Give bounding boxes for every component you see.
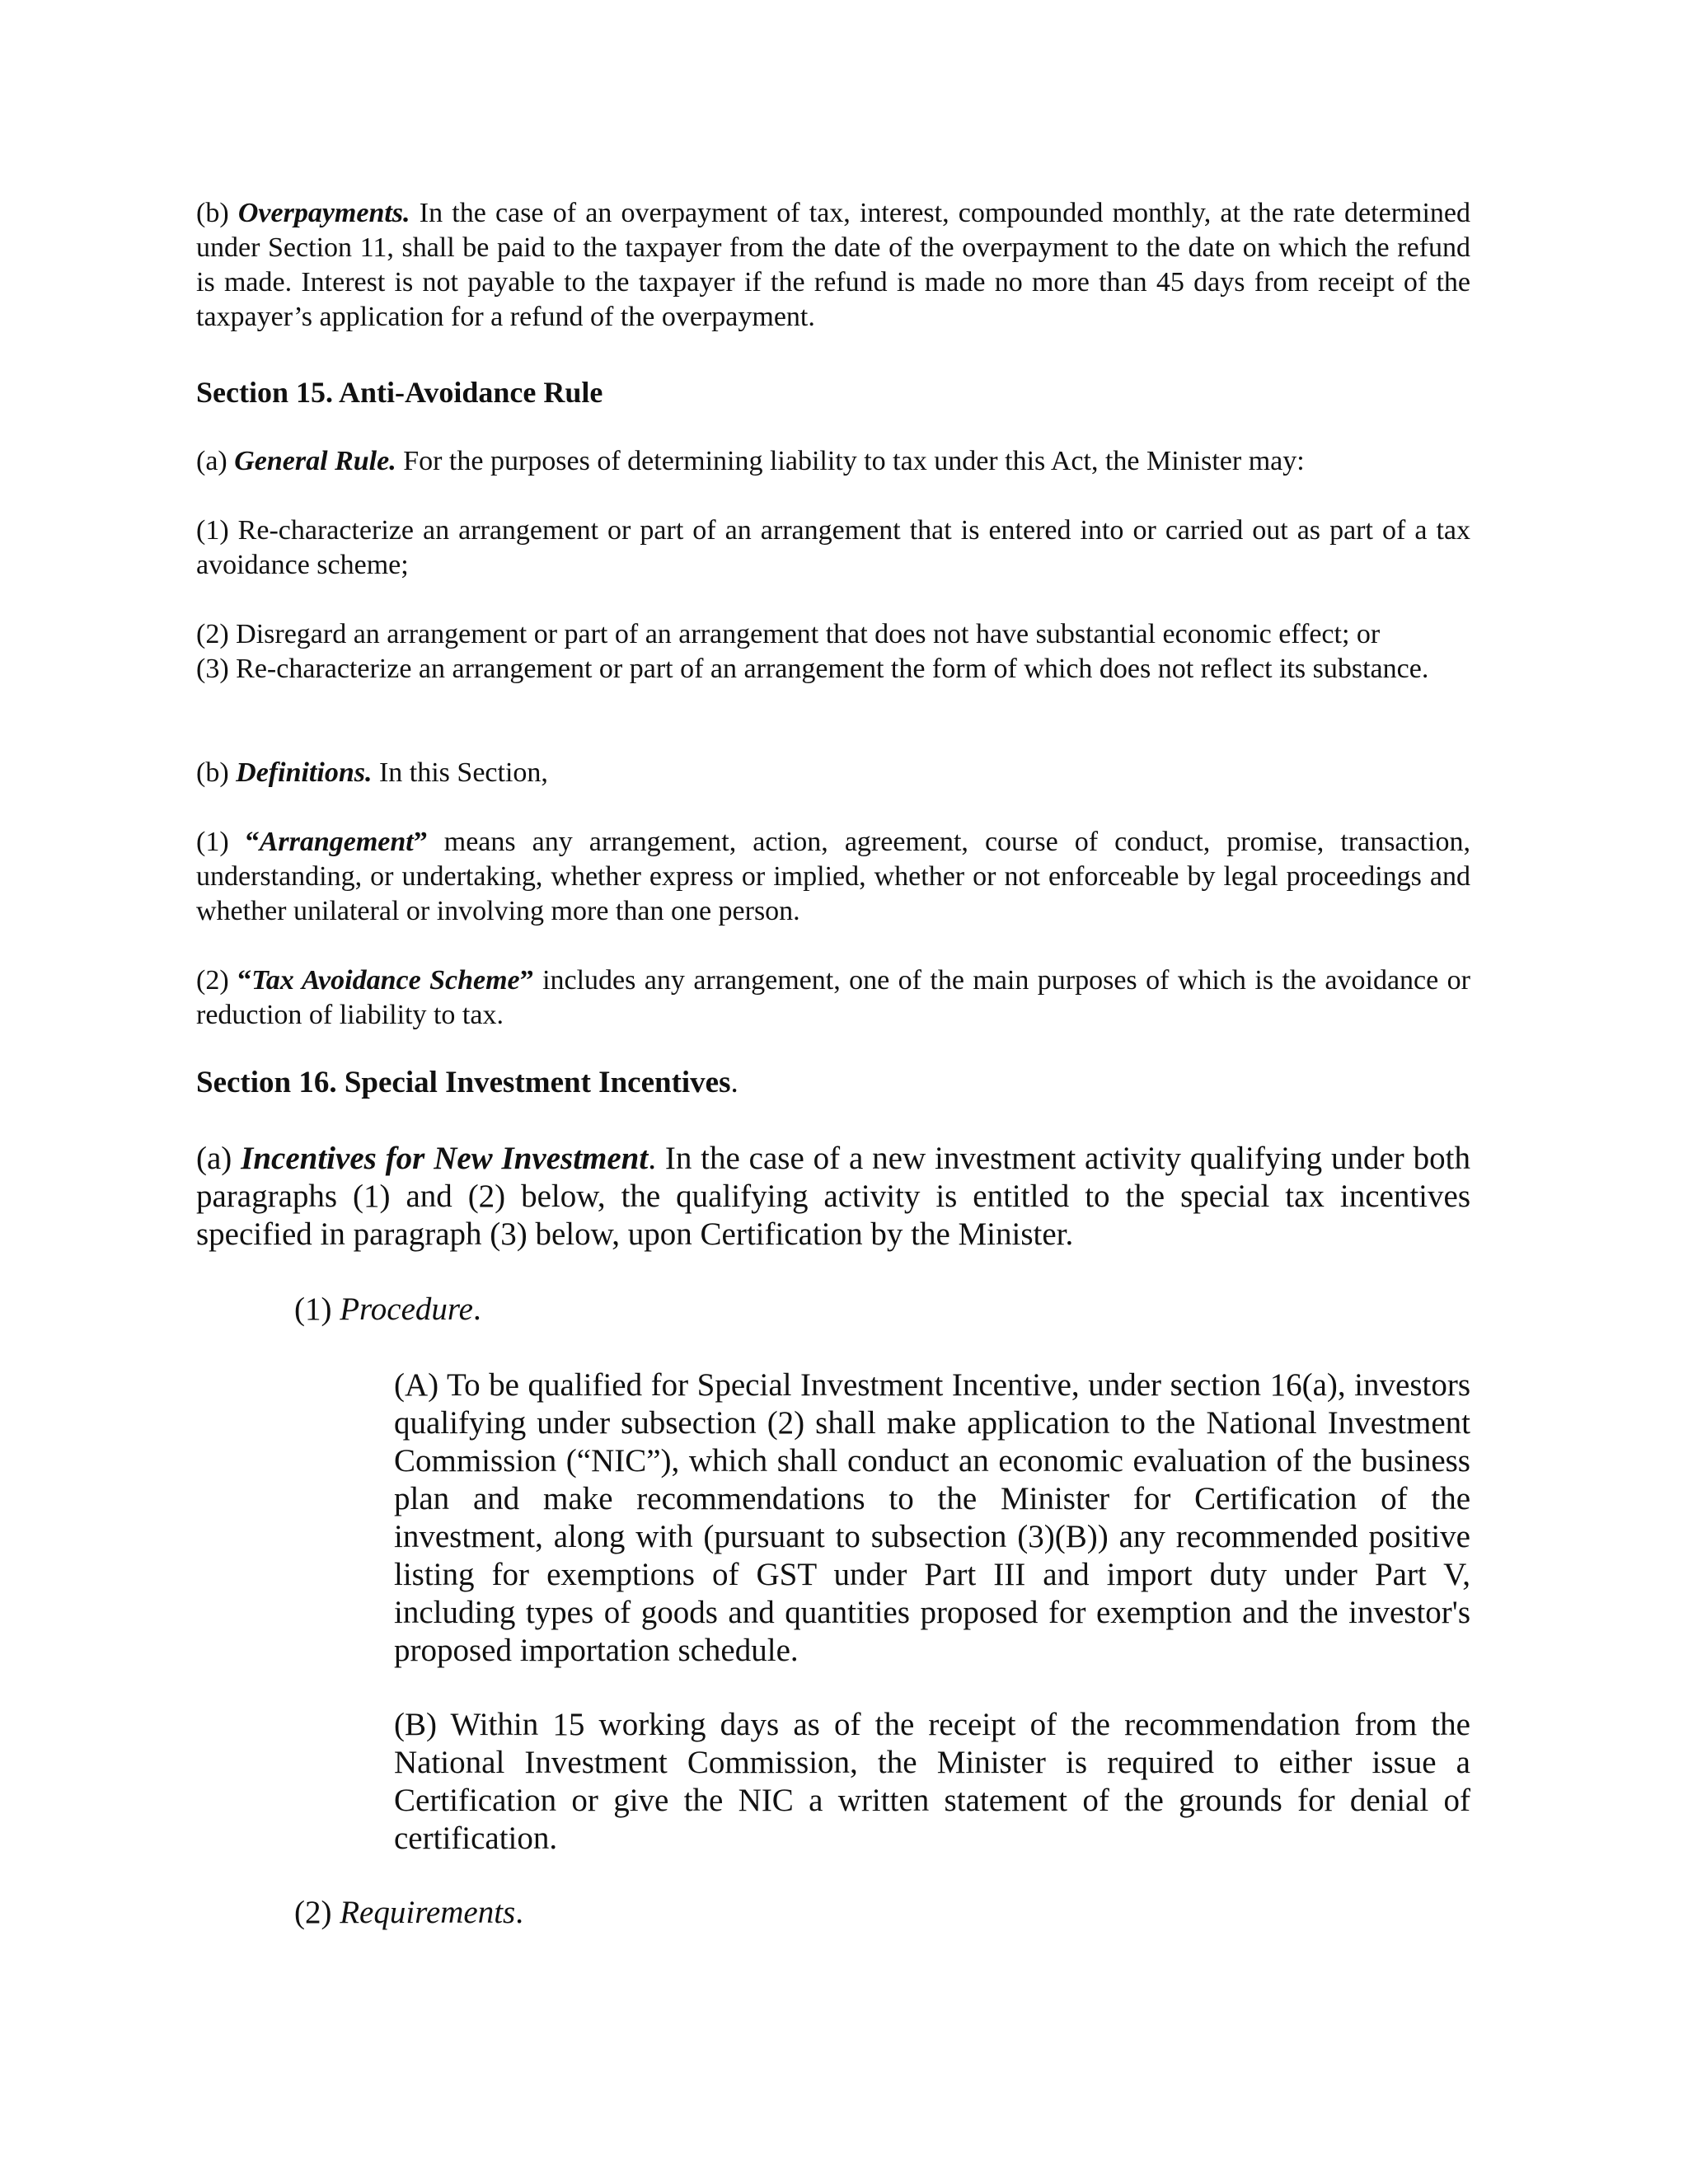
definition-1-open-quote: “ (245, 827, 260, 857)
requirements-suffix: . (515, 1895, 523, 1930)
definition-arrangement (196, 825, 1470, 929)
general-rule-text: For the purposes of determining liability to tax under this Act, the Minister may: (396, 446, 1305, 476)
definitions-text: In this Section, (372, 757, 548, 788)
overpayments-paragraph (196, 196, 1470, 335)
definition-2-open-quote: “ (237, 965, 252, 996)
procedure-heading (294, 1291, 1470, 1329)
requirements-label: Requirements (340, 1895, 516, 1930)
incentives-prefix: (a) (196, 1141, 241, 1176)
section-16-heading-text: Section 16. Special Investment Incentives (196, 1066, 731, 1099)
section-15-item-2: (2) Disregard an arrangement or part of an arrangement that does not have substantial economic effect; or (196, 619, 1381, 649)
incentives-text: . In the case of a new investment activity qualifying under both paragraphs (1) and (2) below, the qualifying activity is entitled to the special tax incentives specified in paragraph (3) below, upon Certification by the Minister. (196, 1141, 1470, 1252)
procedure-suffix: . (472, 1291, 481, 1327)
requirements-prefix: (2) (294, 1895, 340, 1930)
overpayments-text: In the case of an overpayment of tax, interest, compounded monthly, at the rate determined under Section 11, shall be paid to the taxpayer from the date of the overpayment to the date on which the refund is made. Interest is not payable to the taxpayer if the refund is made no more than 45 days from receipt of the taxpayer’s application for a refund of the overpayment. (196, 198, 1470, 332)
procedure-paragraph-b: (B) Within 15 working days as of the receipt of the recommendation from the National Investment Commission, the Minister is required to either issue a Certification or give the NIC a written statement of the grounds for denial of certification. (394, 1707, 1470, 1856)
definitions-term: Definitions. (236, 757, 373, 788)
overpayments-prefix: (b) (196, 198, 238, 228)
definition-2-prefix: (2) (196, 965, 238, 996)
procedure-prefix: (1) (294, 1291, 340, 1327)
definition-1-prefix: (1) (196, 827, 246, 857)
definition-1-term: Arrangement (259, 827, 414, 857)
definition-2-term: Tax Avoidance Scheme (251, 965, 520, 996)
definitions-prefix: (b) (196, 757, 237, 788)
definition-1-text: means any arrangement, action, agreement, course of conduct, promise, transaction, understanding, or undertaking, whether express or implied, whether or not enforceable by legal proceedings and whether unilateral or involving more than one person. (196, 827, 1470, 926)
section-15-heading: Section 15. Anti-Avoidance Rule (196, 376, 603, 409)
procedure-label: Procedure (340, 1291, 473, 1327)
definitions-paragraph (196, 756, 1470, 790)
section-15-item-1: (1) Re-characterize an arrangement or part of an arrangement that is entered into or carried out as part of a tax avoidance scheme; (196, 515, 1470, 580)
incentives-term: Incentives for New Investment (241, 1141, 649, 1176)
definition-2-text: includes any arrangement, one of the main purposes of which is the avoidance or reduction of liability to tax. (196, 965, 1470, 1030)
general-rule-term: General Rule. (234, 446, 396, 476)
section-16-heading (196, 1065, 1470, 1101)
definition-2-close-quote: ” (519, 965, 534, 996)
overpayments-term: Overpayments. (237, 198, 410, 228)
general-rule-paragraph (196, 444, 1470, 479)
procedure-paragraph-a: (A) To be qualified for Special Investment Incentive, under section 16(a), investors qualifying under subsection (2) shall make application to the National Investment Commission (“NIC”), which shall conduct an economic evaluation of the business plan and make recommendations to the Minister for Certification of the investment, along with (pursuant to subsection (3)(B)) any recommended positive listing for exemptions of GST under Part III and import duty under Part V, including types of goods and quantities proposed for exemption and the investor's proposed importation schedule. (394, 1367, 1470, 1668)
section-16-heading-period: . (730, 1066, 738, 1099)
incentives-paragraph (196, 1140, 1470, 1254)
definition-1-close-quote: ” (413, 827, 428, 857)
general-rule-prefix: (a) (196, 446, 235, 476)
section-15-item-3: (3) Re-characterize an arrangement or part of an arrangement the form of which does not reflect its substance. (196, 654, 1429, 684)
requirements-heading (294, 1894, 1470, 1932)
definition-tax-avoidance-scheme (196, 963, 1470, 1033)
